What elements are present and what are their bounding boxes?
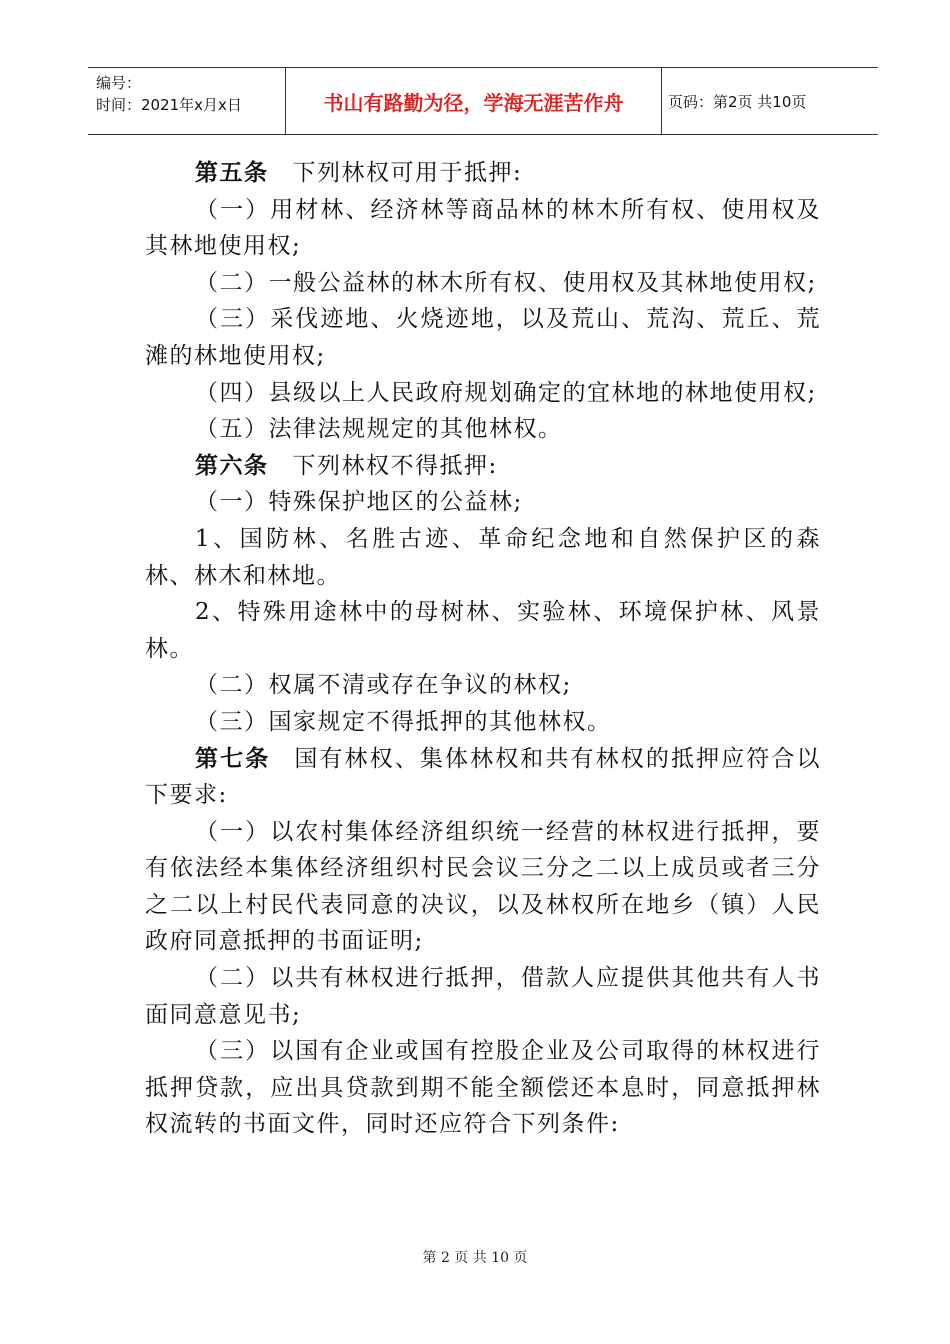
article-7-heading: 第七条 xyxy=(195,745,271,772)
article-7-item-3: （三）以国有企业或国有控股企业及公司取得的林权进行抵押贷款，应出具贷款到期不能全额偿还本息时，同意抵押林权流转的书面文件，同时还应符合下列条件: xyxy=(145,1038,821,1138)
article-5-item-3: （三）采伐迹地、火烧迹地，以及荒山、荒沟、荒丘、荒滩的林地使用权; xyxy=(145,306,821,369)
header-slogan: 书山有路勤为径，学海无涯苦作舟 xyxy=(286,68,662,134)
article-7-item-1: （一）以农村集体经济组织统一经营的林权进行抵押，要有依法经本集体经济组织村民会议三分之二以上成员或者三分之二以上村民代表同意的决议，以及林权所在地乡（镇）人民政府同意抵押的书面证明; xyxy=(145,818,821,955)
article-7-intro: 国有林权、集体林权和共有林权的抵押应符合以下要求: xyxy=(145,745,822,809)
header-page-number: 页码：第2页 共10页 xyxy=(668,92,807,111)
article-7-heading-line xyxy=(145,741,821,814)
article-6-item-5: （三）国家规定不得抵押的其他林权。 xyxy=(195,708,612,735)
article-6-item-3: 2、特殊用途林中的母树林、实验林、环境保护林、风景林。 xyxy=(145,599,821,662)
article-5-heading-line xyxy=(145,155,821,192)
article-5-item-2: （二）一般公益林的林木所有权、使用权及其林地使用权; xyxy=(195,269,817,296)
article-7-item-2: （二）以共有林权进行抵押，借款人应提供其他共有人书面同意意见书; xyxy=(145,965,821,1028)
page-header xyxy=(88,67,878,135)
article-5-heading: 第五条 xyxy=(195,160,269,186)
header-meta xyxy=(88,68,286,134)
document-body xyxy=(145,155,821,1143)
article-6-item-4: （二）权属不清或存在争议的林权; xyxy=(195,672,572,699)
article-6-heading-line xyxy=(145,448,821,485)
article-6-item-1: （一）特殊保护地区的公益林; xyxy=(195,489,523,516)
time-label: 时间：2021年x月x日 xyxy=(96,96,242,114)
number-label: 编号： xyxy=(96,74,142,92)
article-6-intro: 下列林权不得抵押: xyxy=(292,452,498,479)
article-5-item-5: （五）法律法规规定的其他林权。 xyxy=(195,416,563,443)
article-5-item-4: （四）县级以上人民政府规划确定的宜林地的林地使用权; xyxy=(195,379,817,406)
article-6-item-2: 1、国防林、名胜古迹、革命纪念地和自然保护区的森林、林木和林地。 xyxy=(145,525,821,589)
article-6-heading: 第六条 xyxy=(195,452,269,479)
article-5-intro: 下列林权可用于抵押: xyxy=(292,160,523,186)
page-footer: 第 2 页 共 10 页 xyxy=(422,1250,528,1266)
article-5-item-1: （一）用材林、经济林等商品林的林木所有权、使用权及其林地使用权; xyxy=(145,196,821,260)
